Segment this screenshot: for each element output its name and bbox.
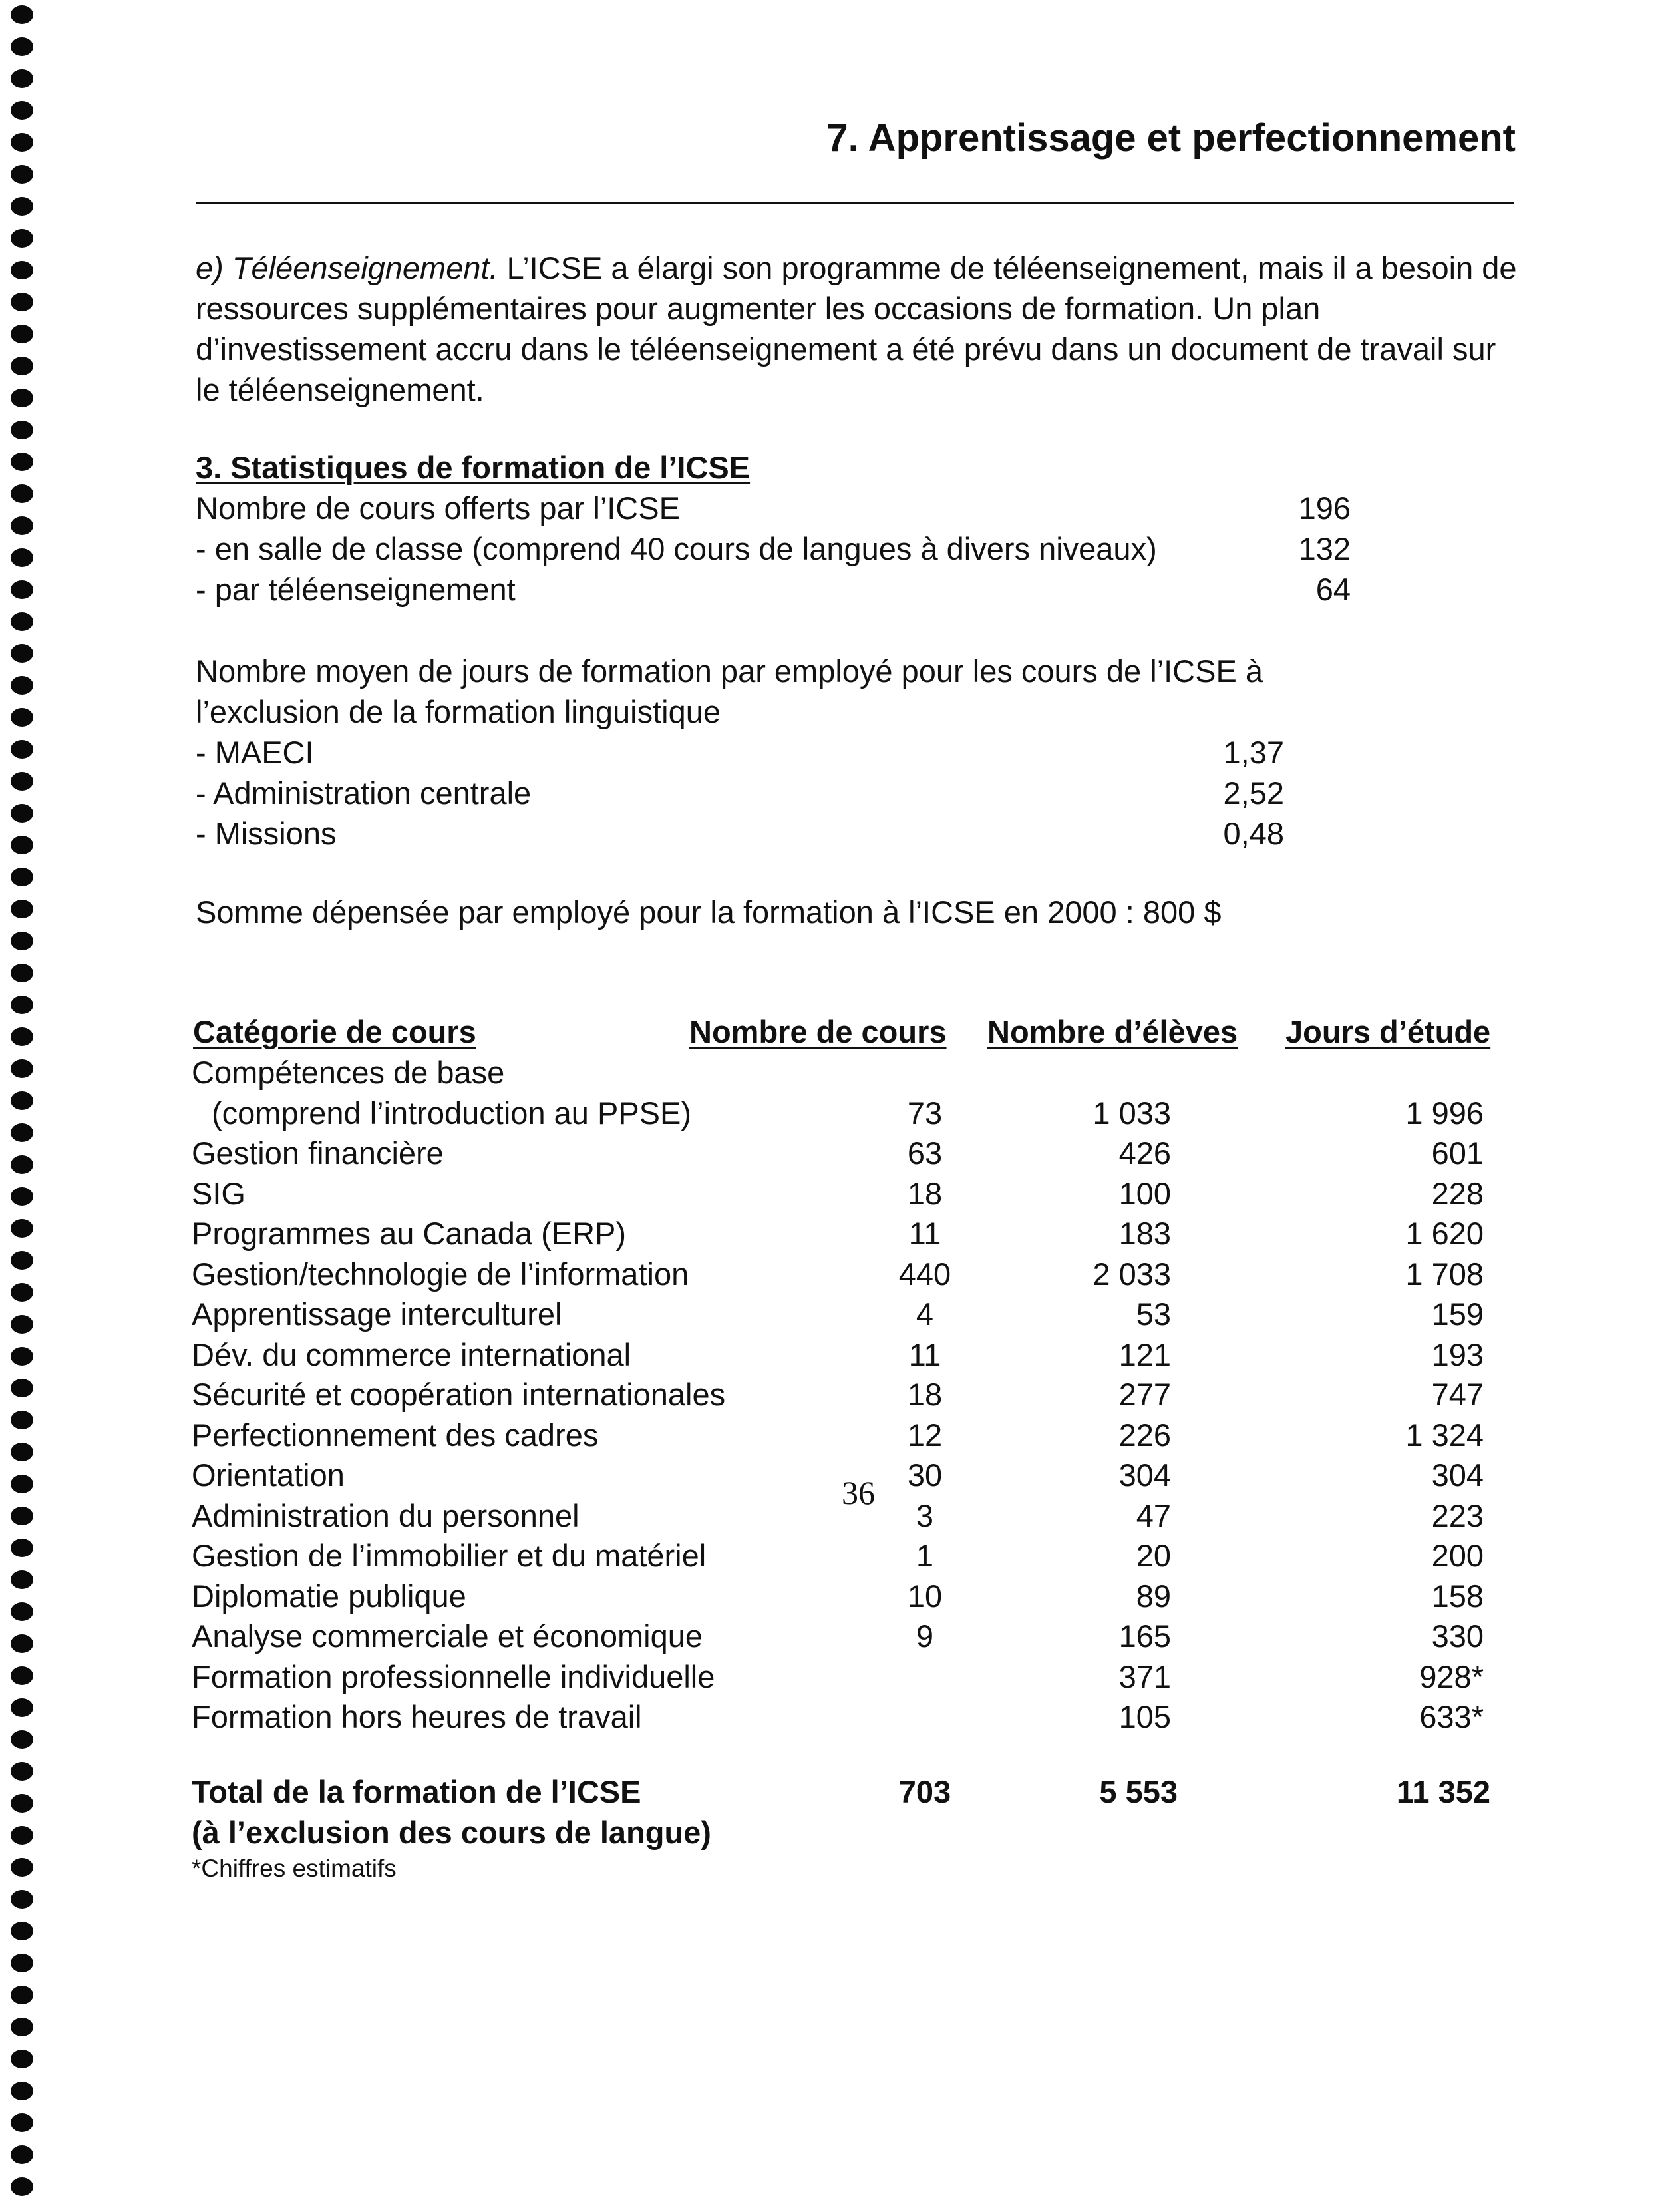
row-students: 1 033 bbox=[1092, 1095, 1171, 1131]
binding-hole bbox=[11, 548, 33, 567]
row-category: Sécurité et coopération internationales bbox=[192, 1377, 726, 1412]
binding-hole bbox=[11, 2082, 33, 2100]
binding-hole bbox=[11, 740, 33, 759]
table-header-students: Nombre d’élèves bbox=[987, 1014, 1238, 1049]
table-row bbox=[0, 1254, 1680, 1294]
courses-total-label: Nombre de cours offerts par l’ICSE bbox=[196, 490, 680, 526]
binding-hole bbox=[11, 932, 33, 950]
courses-classroom-label: - en salle de classe (comprend 40 cours de langues à divers niveaux) bbox=[196, 531, 1157, 566]
binding-hole bbox=[11, 1794, 33, 1813]
courses-classroom-value: 132 bbox=[1298, 531, 1351, 566]
days-missions-value: 0,48 bbox=[1223, 816, 1284, 851]
binding-hole bbox=[11, 1986, 33, 2004]
binding-hole bbox=[11, 165, 33, 184]
binding-hole bbox=[11, 708, 33, 727]
row-category: (comprend l’introduction au PPSE) bbox=[212, 1095, 692, 1131]
header-rule bbox=[196, 202, 1514, 204]
days-maeci-value: 1,37 bbox=[1223, 735, 1284, 770]
row-courses: 63 bbox=[907, 1135, 943, 1171]
days-central-value: 2,52 bbox=[1223, 775, 1284, 811]
table-row bbox=[0, 1093, 1680, 1133]
binding-hole bbox=[11, 5, 33, 24]
binding-hole bbox=[11, 676, 33, 695]
binding-hole bbox=[11, 644, 33, 663]
row-category: Compétences de base bbox=[192, 1055, 505, 1090]
row-courses: 440 bbox=[898, 1256, 951, 1292]
row-days: 223 bbox=[1431, 1498, 1484, 1533]
row-students: 165 bbox=[1118, 1618, 1171, 1654]
binding-hole bbox=[11, 1762, 33, 1781]
row-students: 371 bbox=[1118, 1659, 1171, 1694]
row-students: 277 bbox=[1118, 1377, 1171, 1412]
row-days: 304 bbox=[1431, 1457, 1484, 1493]
row-students: 89 bbox=[1136, 1578, 1171, 1614]
row-days: 1 620 bbox=[1405, 1216, 1484, 1251]
binding-hole bbox=[11, 484, 33, 503]
binding-hole bbox=[11, 964, 33, 982]
row-students: 121 bbox=[1118, 1337, 1171, 1372]
row-days: 228 bbox=[1431, 1176, 1484, 1211]
binding-hole bbox=[11, 1858, 33, 1877]
binding-hole bbox=[11, 836, 33, 854]
table-row bbox=[0, 1173, 1680, 1214]
binding-hole bbox=[11, 389, 33, 407]
table-header-courses: Nombre de cours bbox=[689, 1014, 947, 1049]
table-row bbox=[0, 1696, 1680, 1737]
table-row bbox=[0, 1374, 1680, 1415]
row-students: 2 033 bbox=[1092, 1256, 1171, 1292]
row-category: Dév. du commerce international bbox=[192, 1337, 631, 1372]
row-students: 426 bbox=[1118, 1135, 1171, 1171]
row-courses: 12 bbox=[907, 1417, 943, 1453]
row-courses: 9 bbox=[916, 1618, 934, 1654]
binding-hole bbox=[11, 580, 33, 599]
binding-hole bbox=[11, 772, 33, 791]
binding-hole bbox=[11, 2145, 33, 2164]
total-courses: 703 bbox=[898, 1774, 951, 1809]
row-students: 100 bbox=[1118, 1176, 1171, 1211]
days-intro-line2: l’exclusion de la formation linguistique bbox=[196, 694, 721, 729]
binding-hole bbox=[11, 804, 33, 823]
binding-hole bbox=[11, 612, 33, 631]
row-days: 1 324 bbox=[1405, 1417, 1484, 1453]
row-category: Administration du personnel bbox=[192, 1498, 580, 1533]
row-students: 105 bbox=[1118, 1699, 1171, 1734]
row-category: Formation hors heures de travail bbox=[192, 1699, 642, 1734]
row-days: 193 bbox=[1431, 1337, 1484, 1372]
binding-hole bbox=[11, 996, 33, 1014]
days-central-label: - Administration centrale bbox=[196, 775, 532, 811]
binding-hole bbox=[11, 2113, 33, 2132]
days-missions-label: - Missions bbox=[196, 816, 337, 851]
table-footnote: *Chiffres estimatifs bbox=[192, 1855, 397, 1882]
table-row bbox=[0, 1133, 1680, 1173]
table-row bbox=[0, 1334, 1680, 1375]
table-row bbox=[0, 1535, 1680, 1576]
page-number: 36 bbox=[842, 1474, 875, 1511]
binding-hole bbox=[11, 1954, 33, 1972]
table-row bbox=[0, 1576, 1680, 1616]
row-days: 159 bbox=[1431, 1296, 1484, 1332]
total-students: 5 553 bbox=[1099, 1774, 1178, 1809]
row-courses: 1 bbox=[916, 1538, 934, 1573]
intro-body: L’ICSE a élargi son programme de téléenseignement, mais il a besoin de ressources supplémentaires pour augmenter les occasions de formation. Un plan d’investissement accru dans le téléenseignement a été prévu dans un document de travail sur le téléenseignement. bbox=[196, 250, 1517, 407]
binding-hole bbox=[11, 900, 33, 918]
binding-hole bbox=[11, 325, 33, 343]
binding-hole bbox=[11, 357, 33, 375]
row-students: 47 bbox=[1136, 1498, 1171, 1533]
row-days: 1 708 bbox=[1405, 1256, 1484, 1292]
binding-hole bbox=[11, 197, 33, 216]
binding-hole bbox=[11, 69, 33, 88]
spend-per-employee: Somme dépensée par employé pour la formation à l’ICSE en 2000 : 800 $ bbox=[196, 894, 1222, 930]
row-courses: 11 bbox=[908, 1216, 941, 1251]
binding-hole bbox=[11, 2018, 33, 2036]
intro-lead: e) Téléenseignement. bbox=[196, 250, 498, 285]
row-courses: 4 bbox=[916, 1296, 934, 1332]
courses-total-value: 196 bbox=[1298, 490, 1351, 526]
total-label-line2: (à l’exclusion des cours de langue) bbox=[192, 1815, 711, 1850]
binding-hole bbox=[11, 101, 33, 120]
stats-heading: 3. Statistiques de formation de l’ICSE bbox=[196, 450, 751, 485]
row-courses: 11 bbox=[908, 1337, 941, 1372]
row-days: 1 996 bbox=[1405, 1095, 1484, 1131]
binding-hole bbox=[11, 133, 33, 152]
binding-hole bbox=[11, 2177, 33, 2196]
row-category: Perfectionnement des cadres bbox=[192, 1417, 599, 1453]
table-header-days: Jours d’étude bbox=[1285, 1014, 1491, 1049]
row-category: Programmes au Canada (ERP) bbox=[192, 1216, 627, 1251]
binding-hole bbox=[11, 229, 33, 248]
row-courses: 18 bbox=[907, 1377, 943, 1412]
courses-distance-label: - par téléenseignement bbox=[196, 572, 516, 607]
row-students: 183 bbox=[1118, 1216, 1171, 1251]
binding-hole bbox=[11, 453, 33, 471]
binding-hole bbox=[11, 1890, 33, 1909]
total-days: 11 352 bbox=[1396, 1774, 1490, 1809]
row-courses: 3 bbox=[916, 1498, 934, 1533]
row-students: 304 bbox=[1118, 1457, 1171, 1493]
row-days: 747 bbox=[1431, 1377, 1484, 1412]
table-row bbox=[0, 1616, 1680, 1656]
table-row bbox=[0, 1415, 1680, 1455]
courses-distance-value: 64 bbox=[1315, 572, 1351, 607]
table-row bbox=[0, 1656, 1680, 1697]
binding-hole bbox=[11, 421, 33, 439]
days-maeci-label: - MAECI bbox=[196, 735, 314, 770]
days-intro-line1: Nombre moyen de jours de formation par employé pour les cours de l’ICSE à bbox=[196, 653, 1263, 689]
row-category: Diplomatie publique bbox=[192, 1578, 466, 1614]
binding-hole bbox=[11, 37, 33, 56]
row-category: SIG bbox=[192, 1176, 246, 1211]
row-courses: 10 bbox=[907, 1578, 943, 1614]
binding-hole bbox=[11, 1826, 33, 1845]
row-days: 158 bbox=[1431, 1578, 1484, 1614]
row-courses: 18 bbox=[907, 1176, 943, 1211]
row-courses: 30 bbox=[907, 1457, 943, 1493]
row-category: Orientation bbox=[192, 1457, 345, 1493]
row-days: 601 bbox=[1431, 1135, 1484, 1171]
binding-hole bbox=[11, 293, 33, 311]
row-days: 330 bbox=[1431, 1618, 1484, 1654]
binding-hole bbox=[11, 2050, 33, 2068]
row-students: 53 bbox=[1136, 1296, 1171, 1332]
binding-hole bbox=[11, 1922, 33, 1940]
row-category: Formation professionnelle individuelle bbox=[192, 1659, 715, 1694]
binding-hole bbox=[11, 516, 33, 535]
total-label-line1: Total de la formation de l’ICSE bbox=[192, 1774, 641, 1809]
row-category: Apprentissage interculturel bbox=[192, 1296, 562, 1332]
binding-hole bbox=[11, 261, 33, 279]
binding-hole bbox=[11, 868, 33, 886]
table-header-category: Catégorie de cours bbox=[193, 1014, 476, 1049]
row-days: 928* bbox=[1419, 1659, 1484, 1694]
row-days: 200 bbox=[1431, 1538, 1484, 1573]
row-students: 226 bbox=[1118, 1417, 1171, 1453]
row-category: Gestion financière bbox=[192, 1135, 444, 1171]
intro-paragraph bbox=[196, 248, 1520, 410]
table-row bbox=[0, 1294, 1680, 1334]
row-category: Gestion/technologie de l’information bbox=[192, 1256, 689, 1292]
row-days: 633* bbox=[1419, 1699, 1484, 1734]
page-header-title: 7. Apprentissage et perfectionnement bbox=[826, 116, 1516, 160]
row-students: 20 bbox=[1136, 1538, 1171, 1573]
table-row bbox=[0, 1213, 1680, 1254]
row-courses: 73 bbox=[907, 1095, 943, 1131]
row-category: Gestion de l’immobilier et du matériel bbox=[192, 1538, 707, 1573]
row-category: Analyse commerciale et économique bbox=[192, 1618, 703, 1654]
table-row bbox=[0, 1052, 1680, 1093]
binding-hole bbox=[11, 1027, 33, 1046]
